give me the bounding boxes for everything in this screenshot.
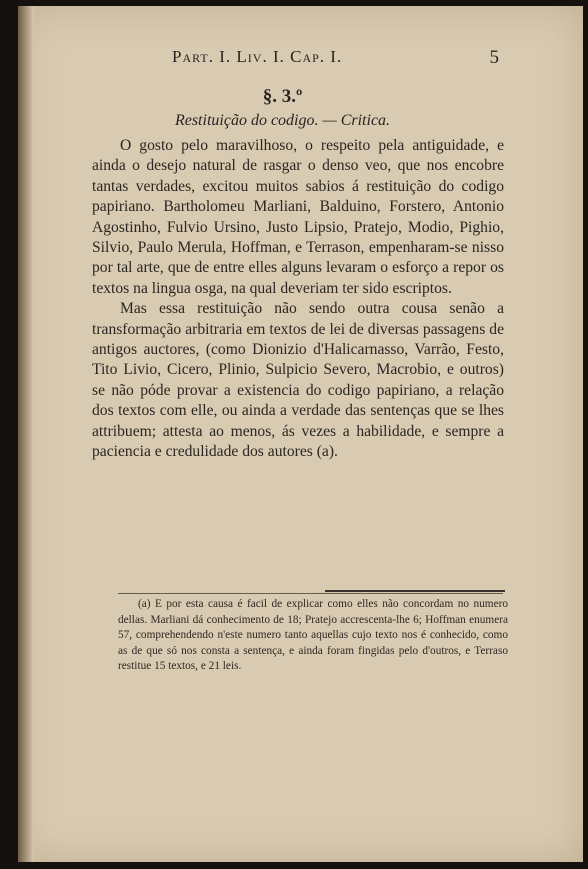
paragraph: O gosto pelo maravilhoso, o respeito pela antiguidade, e ainda o desejo natural de rasgar o denso veo, que nos encobre tantas verdades, excitou muitos sabios á restituição do codigo papiriano. Bartholomeu Marliani, Balduino, Forstero, Antonio Agostinho, Fulvio Ursino, Justo Lipsio, Pratejo, Modio, Pighio, Silvio, Paulo Merula, Hoffman, e Terrason, empenharam-se nisso por tal arte, que de entre elles alguns levaram o esforço a repor os textos na lingua osga, na qual deveriam ter sido escriptos. bbox=[92, 137, 504, 297]
paragraph: Mas essa restituição não sendo outra cousa senão a transformação arbitraria em textos de lei de diversas passagens de antigos auctores, (como Dionizio d'Halicarnasso, Varrão, Festo, Tito Livio, Cicero, Plinio, Sulpicio Severo, Macrobio, e outros) se não póde provar a existencia do codigo papiriano, a relação dos textos com elle, ou ainda a verdade das sentenças que se lhes attribuem; attesta ao menos, ás vezes a habilidade, e sempre a paciencia e credulidade dos autores (a). bbox=[92, 300, 504, 461]
section-number: §. 3.º bbox=[262, 86, 303, 107]
binding-gutter bbox=[18, 6, 34, 862]
running-title: Part. I. Liv. I. Cap. I. bbox=[172, 47, 343, 66]
footnote-text: (a) E por esta causa é facil de explicar como elles não concordam no numero dellas. Marliani dá conhecimento de 18; Pratejo accrescenta-lhe 6; Hoffman enumera 57, comprehendendo n'este numero tanto aquellas cujo texto nos é conhecido, como as de que só nos consta a sentença, e ainda foram fingidas pelo d'outros, e Terraso restitue 15 textos, e 21 leis. bbox=[118, 598, 508, 673]
footnote-rule bbox=[325, 590, 505, 592]
page-number: 5 bbox=[489, 47, 500, 68]
body-text bbox=[92, 136, 504, 463]
footnote-rule-thin bbox=[118, 593, 503, 594]
footnote bbox=[118, 597, 508, 675]
section-title: Restituição do codigo. — Critica. bbox=[174, 112, 391, 129]
